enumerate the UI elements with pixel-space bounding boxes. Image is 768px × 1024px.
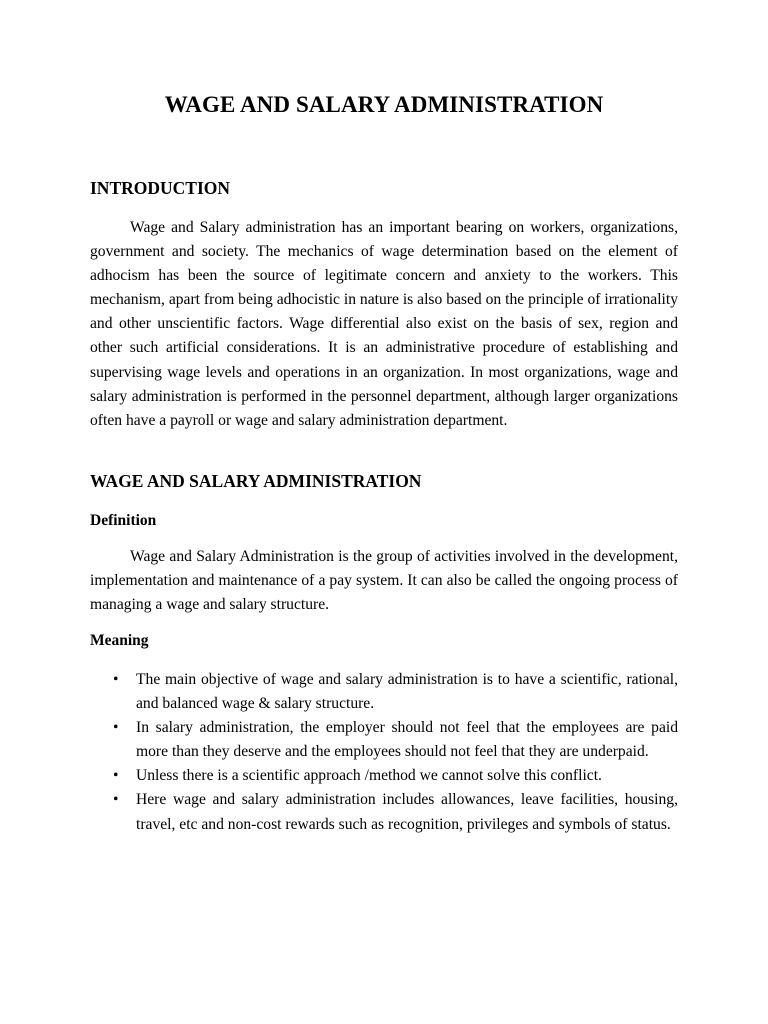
introduction-heading: INTRODUCTION [90,178,231,198]
list-item [90,764,678,788]
definition-paragraph: Wage and Salary Administration is the group of activities involved in the development, implementation and maintenance of a pay system. It can also be called the ongoing process of managing a wage and salary structure. [90,548,678,614]
bullet-icon: • [113,791,119,809]
bullet-icon: • [113,767,119,785]
meaning-heading: Meaning [90,632,149,649]
introduction-paragraph: Wage and Salary administration has an important bearing on workers, organizations, government and society. The mechanics of wage determination based on the element of adhocism has been the source of legitimate concern and anxiety to the workers. This mechanism, apart from being adhocistic in nature is also based on the principle of irrationality and other unscientific factors. Wage differential also exist on the basis of sex, region and other such artificial considerations. It is an administrative procedure of establishing and supervising wage levels and operations in an organization. In most organizations, wage and salary administration is performed in the personnel department, although larger organizations often have a payroll or wage and salary administration department. [90,219,678,429]
meaning-bullet-list [90,668,678,837]
bullet-icon: • [113,671,119,688]
bullet-icon: • [113,719,119,737]
list-item-text: Unless there is a scientific approach /method we cannot solve this conflict. [136,767,602,785]
list-item [90,716,678,764]
page-title: WAGE AND SALARY ADMINISTRATION [164,92,604,117]
section-heading: WAGE AND SALARY ADMINISTRATION [90,471,422,491]
list-item-text: The main objective of wage and salary administration is to have a scientific, rational, and balanced wage & salary structure. [136,671,678,713]
list-item [90,668,678,716]
definition-heading: Definition [90,512,157,529]
list-item-text: Here wage and salary administration includes allowances, leave facilities, housing, travel, etc and non-cost rewards such as recognition, privileges and symbols of status. [136,791,678,833]
list-item-text: In salary administration, the employer should not feel that the employees are paid more than they deserve and the employees should not feel that they are underpaid. [136,719,678,761]
list-item [90,788,678,836]
